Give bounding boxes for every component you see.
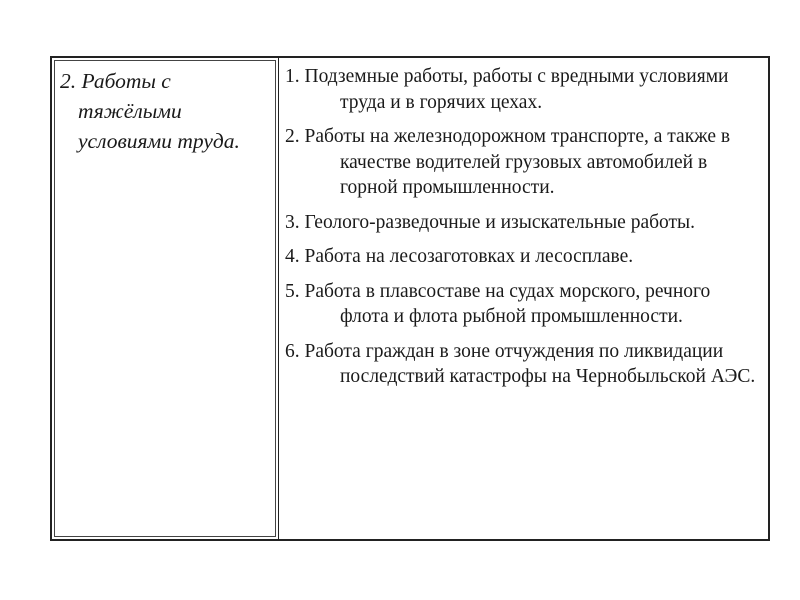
list-item: 4. Работа на лесозаготовках и лесосплаве. [285,246,634,267]
list-item: 5. Работа в плавсоставе на судах морского, речного флота и флота рыбной промышленности. [285,280,711,327]
items-cell [279,58,768,539]
category-title: 2. Работы с тяжёлыми условиями труда. [60,69,240,153]
list-item: 2. Работы на железнодорожном транспорте, а также в качестве водителей грузовых автомобилей в горной промышленности. [285,126,731,198]
list-item: 6. Работа граждан в зоне отчуждения по ликвидации последствий катастрофы на Чернобыльской АЭС. [285,340,756,387]
list-item: 1. Подземные работы, работы с вредными условиями труда и в горячих цехах. [285,66,729,113]
content-table [50,56,770,541]
category-cell [52,58,279,539]
list-item: 3. Геолого-разведочные и изыскательные работы. [285,211,696,233]
